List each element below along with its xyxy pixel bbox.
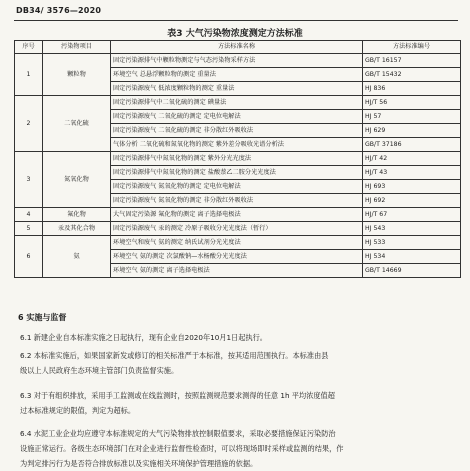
paragraph-line: 6.4 水泥工业企业均应遵守本标准规定的大气污染物排放控制限值要求，采取必要措施保证污染防治 xyxy=(20,429,336,438)
column-header: 方法标准名称 xyxy=(111,41,363,54)
method-code: HJ 543 xyxy=(363,222,461,236)
method-name: 环境空气 氨的测定 离子选择电极法 xyxy=(111,264,363,278)
method-name: 环境空气和废气 氨的测定 纳氏试剂分光光度法 xyxy=(111,236,363,250)
row-number: 6 xyxy=(15,236,43,278)
table-body xyxy=(15,54,461,278)
method-name: 固定污染源废气 氮氧化物的测定 定电位电解法 xyxy=(111,180,363,194)
table-row xyxy=(15,222,461,236)
paragraph-line: 设施正常运行。各级生态环境部门在对企业进行监督性检查时，可以将现场即时采样或监测的结果，作 xyxy=(20,444,344,453)
pollutant-item: 二氧化硫 xyxy=(43,96,111,152)
method-name: 固定污染源废气 汞的测定 冷原子吸收分光光度法（暂行） xyxy=(111,222,363,236)
column-header: 方法标准编号 xyxy=(363,41,461,54)
method-code: HJ 693 xyxy=(363,180,461,194)
method-code: HJ 692 xyxy=(363,194,461,208)
method-name: 环境空气 总悬浮颗粒物的测定 重量法 xyxy=(111,68,363,82)
method-code: HJ 57 xyxy=(363,110,461,124)
pollutant-item: 氮氧化物 xyxy=(43,152,111,208)
method-name: 固定污染源排气中二氧化硫的测定 碘量法 xyxy=(111,96,363,110)
method-code: GB/T 15432 xyxy=(363,68,461,82)
pollutant-item: 汞及其化合物 xyxy=(43,222,111,236)
method-code: HJ/T 42 xyxy=(363,152,461,166)
row-number: 1 xyxy=(15,54,43,96)
pollutant-item: 颗粒物 xyxy=(43,54,111,96)
row-number: 3 xyxy=(15,152,43,208)
paragraph-line: 6.1 新建企业自本标准实施之日起执行，现有企业自2020年10月1日起执行。 xyxy=(20,333,267,342)
table-header-row xyxy=(15,41,461,54)
paragraph-line: 为判定排污行为是否符合排放标准以及实施相关环境保护管理措施的依据。 xyxy=(20,459,258,468)
method-name: 固定污染源排气中颗粒物测定与气态污染物采样方法 xyxy=(111,54,363,68)
row-number: 2 xyxy=(15,96,43,152)
column-header: 污染物项目 xyxy=(43,41,111,54)
method-code: HJ/T 67 xyxy=(363,208,461,222)
method-name: 固定污染源废气 低浓度颗粒物的测定 重量法 xyxy=(111,82,363,96)
paragraph-line: 级以上人民政府生态环境主管部门负责监督实施。 xyxy=(20,366,179,375)
method-name: 固定污染源排气中氮氧化物的测定 紫外分光光度法 xyxy=(111,152,363,166)
method-name: 大气固定污染源 氟化物的测定 离子选择电极法 xyxy=(111,208,363,222)
method-code: HJ 533 xyxy=(363,236,461,250)
method-name: 固定污染源废气 二氧化硫的测定 非分散红外吸收法 xyxy=(111,124,363,138)
table-row xyxy=(15,54,461,68)
paragraph-line: 6.2 本标准实施后，如果国家新发或修订的相关标准严于本标准，按其适用范围执行。本标准由县 xyxy=(20,351,329,360)
table-row xyxy=(15,208,461,222)
table-title: 表3 大气污染物浓度测定方法标准 xyxy=(167,29,303,39)
row-number: 5 xyxy=(15,222,43,236)
header-rule xyxy=(14,20,458,21)
method-code: HJ 534 xyxy=(363,250,461,264)
table-row xyxy=(15,152,461,166)
column-header: 序号 xyxy=(15,41,43,54)
paragraph-line: 过本标准规定的限值，判定为超标。 xyxy=(20,406,136,415)
method-name: 固定污染源废气 氮氧化物的测定 非分散红外吸收法 xyxy=(111,194,363,208)
method-name: 固定污染源废气 二氧化硫的测定 定电位电解法 xyxy=(111,110,363,124)
paragraph xyxy=(20,348,460,378)
method-name: 气体分析 二氧化硫和氮氧化物的测定 紫外差分吸收光谱分析法 xyxy=(111,138,363,152)
paragraph-line: 6.3 对于有组织排放，采用手工监测或在线监测时，按照监测规范要求测得的任意 1h 平均浓度值超 xyxy=(20,391,335,400)
document-id: DB34/ 3576—2020 xyxy=(16,6,102,15)
paragraph xyxy=(20,388,460,418)
table-row xyxy=(15,96,461,110)
standards-table xyxy=(14,40,461,278)
table-row xyxy=(15,236,461,250)
row-number: 4 xyxy=(15,208,43,222)
section-title: 6 实施与监督 xyxy=(18,313,67,322)
paragraph xyxy=(20,330,460,345)
method-code: GB/T 37186 xyxy=(363,138,461,152)
method-code: HJ 836 xyxy=(363,82,461,96)
pollutant-item: 氟化物 xyxy=(43,208,111,222)
method-code: GB/T 16157 xyxy=(363,54,461,68)
method-code: HJ/T 43 xyxy=(363,166,461,180)
method-code: GB/T 14669 xyxy=(363,264,461,278)
method-code: HJ 629 xyxy=(363,124,461,138)
pollutant-item: 氨 xyxy=(43,236,111,278)
paragraph xyxy=(20,426,460,471)
method-name: 环境空气 氨的测定 次氯酸钠—水杨酸分光光度法 xyxy=(111,250,363,264)
method-name: 固定污染源排气中氮氧化物的测定 盐酸萘乙二胺分光光度法 xyxy=(111,166,363,180)
method-code: HJ/T 56 xyxy=(363,96,461,110)
